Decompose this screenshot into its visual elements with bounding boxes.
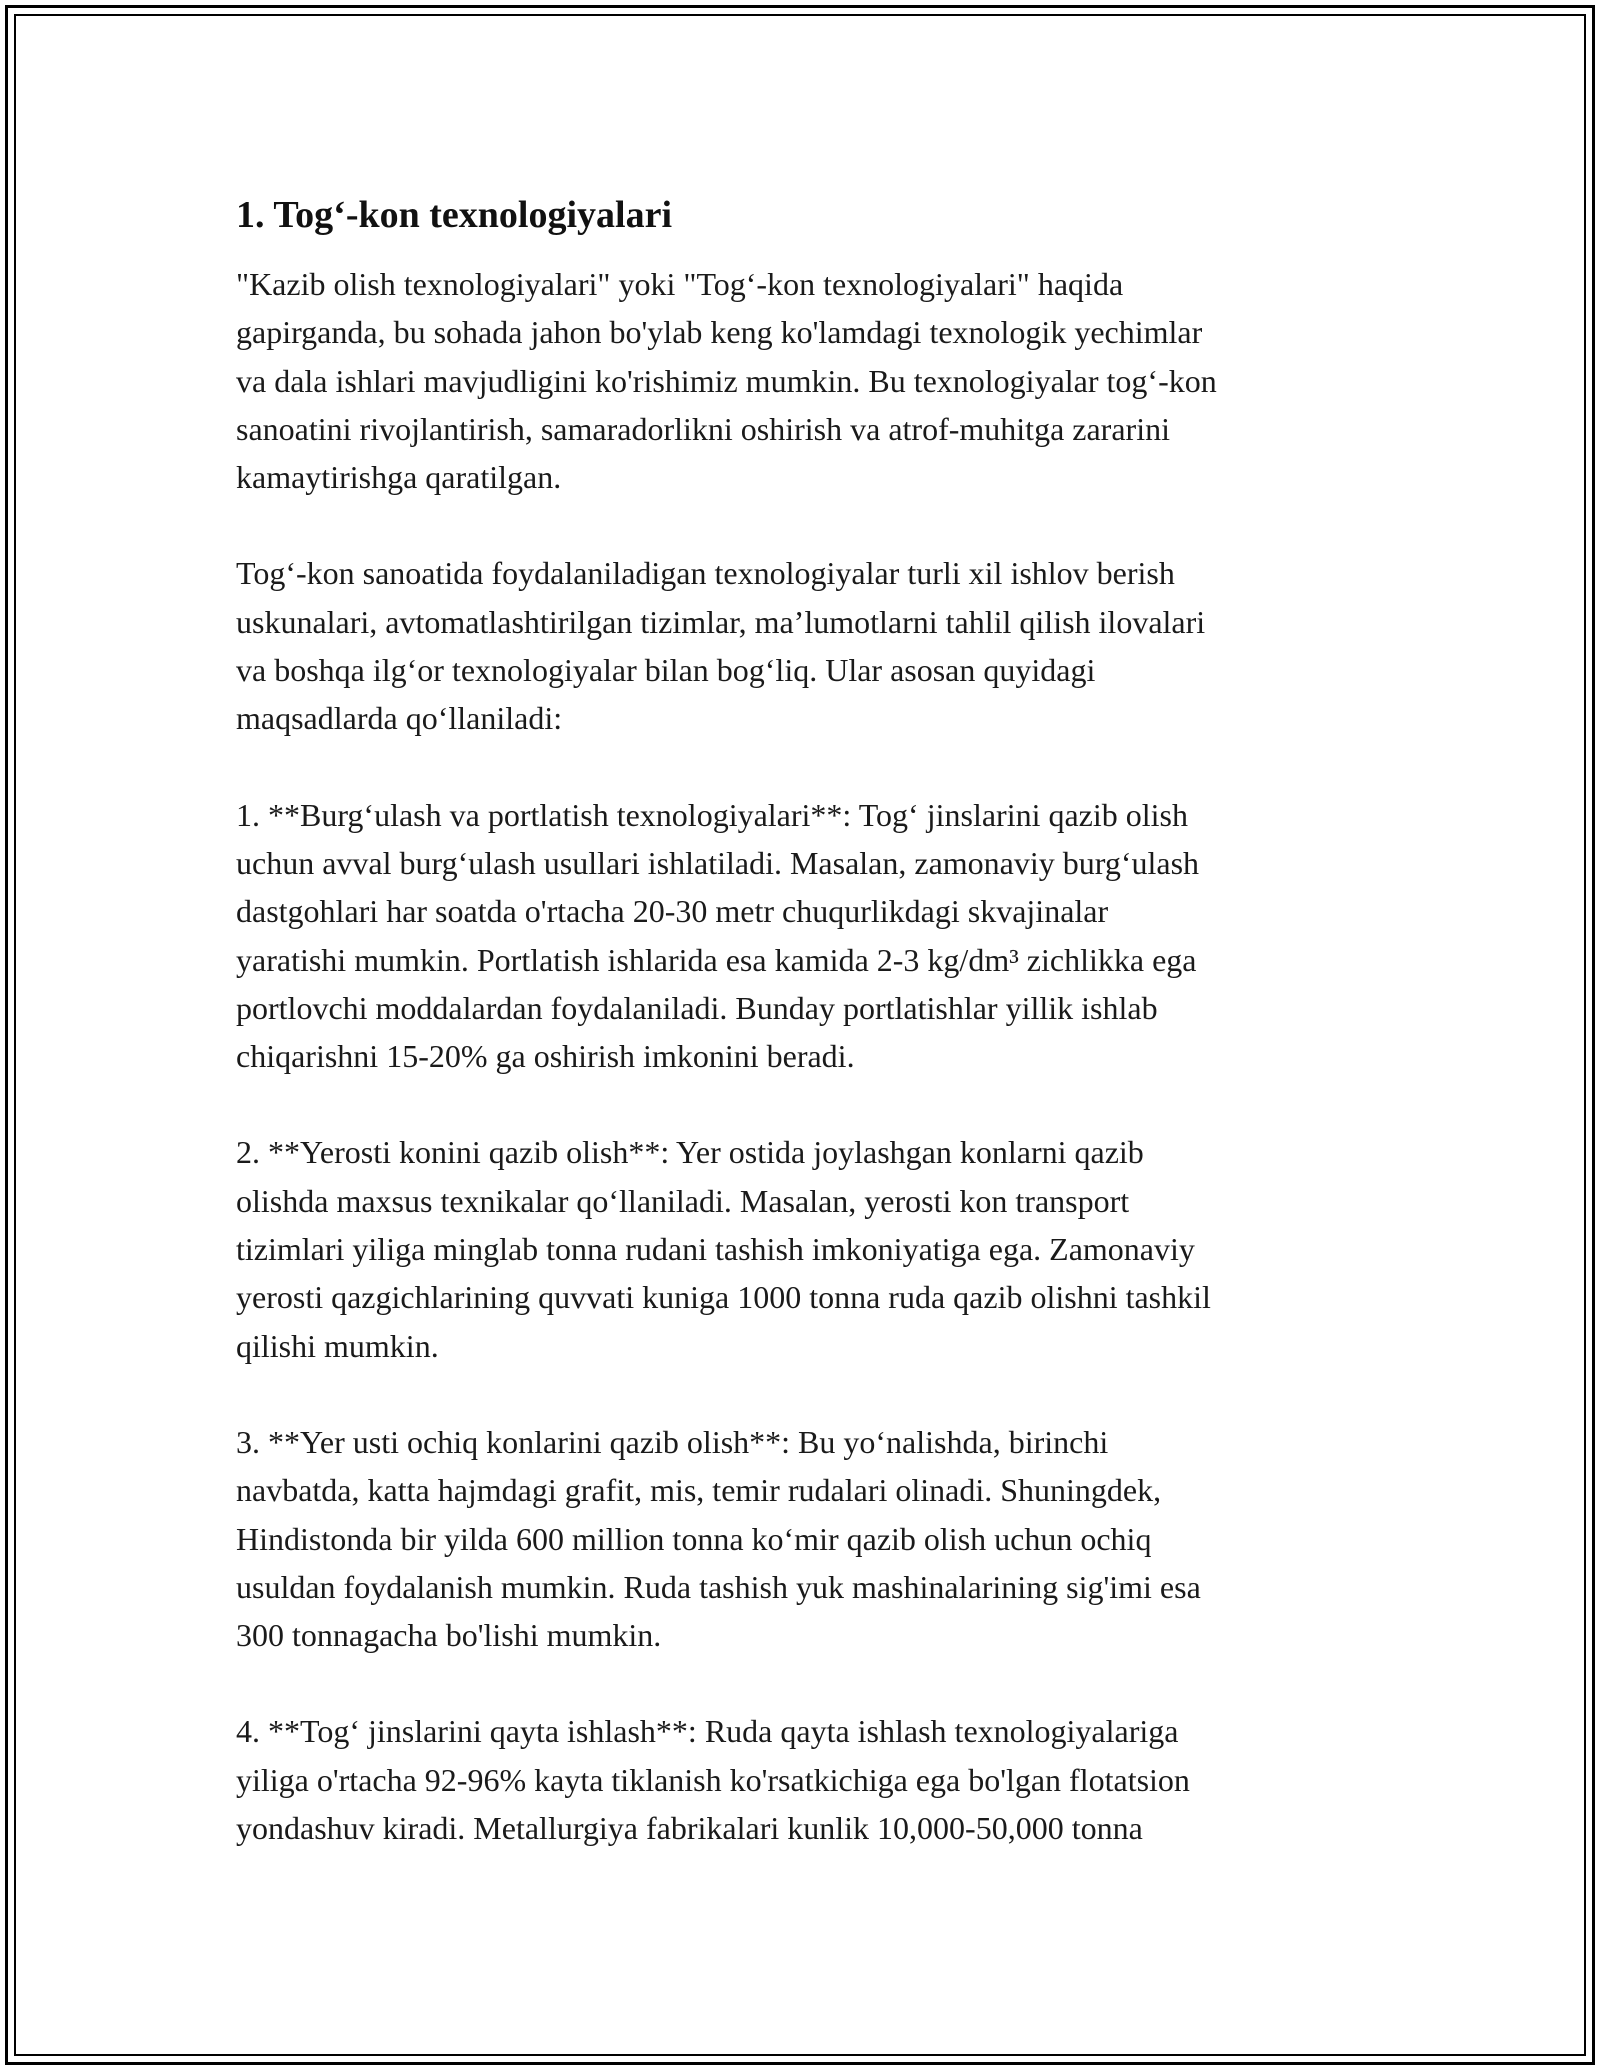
paragraph-line: 4. **Tog‘ jinslarini qayta ishlash**: Ruda qayta ishlash texnologiyalariga [236,1713,1179,1750]
paragraph [236,1128,1386,1369]
paragraph-line: maqsadlarda qo‘llaniladi: [236,700,563,737]
paragraph-line: portlovchi moddalardan foydalaniladi. Bunday portlatishlar yillik ishlab [236,989,1158,1026]
paragraph-line: uskunalari, avtomatlashtirilgan tizimlar, ma’lumotlarni tahlil qilish ilovalari [236,603,1206,640]
paragraph-line: 2. **Yerosti konini qazib olish**: Yer ostida joylashgan konlarni qazib [236,1134,1144,1171]
paragraph-line: gapirganda, bu sohada jahon bo'ylab keng ko'lamdagi texnologik yechimlar [236,314,1203,351]
document-title: 1. Tog‘-kon texnologiyalari [236,194,672,236]
paragraph-list [236,260,1386,1852]
paragraph-line: Tog‘-kon sanoatida foydalaniladigan texnologiyalar turli xil ishlov berish [236,555,1175,592]
paragraph [236,791,1386,1081]
paragraph-line: Hindistonda bir yilda 600 million tonna ko‘mir qazib olish uchun ochiq [236,1520,1152,1557]
paragraph-line: tizimlari yiliga minglab tonna rudani tashish imkoniyatiga ega. Zamonaviy [236,1231,1195,1268]
paragraph-line: dastgohlari har soatda o'rtacha 20-30 metr chuqurlikdagi skvajinalar [236,893,1109,930]
paragraph-line: kamaytirishga qaratilgan. [236,459,562,496]
paragraph-line: 1. **Burg‘ulash va portlatish texnologiyalari**: Tog‘ jinslarini qazib olish [236,796,1188,833]
paragraph-line: va dala ishlari mavjudligini ko'rishimiz mumkin. Bu texnologiyalar tog‘-kon [236,362,1217,399]
paragraph-line: chiqarishni 15-20% ga oshirish imkonini beradi. [236,1038,855,1075]
paragraph-line: qilishi mumkin. [236,1327,439,1364]
document-body [236,190,1386,1900]
paragraph-line: sanoatini rivojlantirish, samaradorlikni oshirish va atrof-muhitga zararini [236,410,1170,447]
paragraph [236,1707,1386,1852]
paragraph-line: uchun avval burg‘ulash usullari ishlatiladi. Masalan, zamonaviy burg‘ulash [236,844,1200,881]
paragraph-line: va boshqa ilg‘or texnologiyalar bilan bog‘liq. Ular asosan quyidagi [236,652,1096,689]
paragraph-line: 300 tonnagacha bo'lishi mumkin. [236,1617,662,1654]
paragraph-line: yondashuv kiradi. Metallurgiya fabrikalari kunlik 10,000-50,000 tonna [236,1810,1143,1847]
paragraph [236,549,1386,742]
paragraph-line: 3. **Yer usti ochiq konlarini qazib olish**: Bu yo‘nalishda, birinchi [236,1423,1109,1460]
paragraph-line: yerosti qazgichlarining quvvati kuniga 1000 tonna ruda qazib olishni tashkil [236,1279,1211,1316]
paragraph-line: olishda maxsus texnikalar qo‘llaniladi. Masalan, yerosti kon transport [236,1182,1130,1219]
paragraph [236,260,1386,501]
paragraph-line: usuldan foydalanish mumkin. Ruda tashish yuk mashinalarining sig'imi esa [236,1568,1201,1605]
paragraph-line: yaratishi mumkin. Portlatish ishlarida esa kamida 2-3 kg/dm³ zichlikka ega [236,941,1197,978]
paragraph [236,1418,1386,1659]
paragraph-line: yiliga o'rtacha 92-96% kayta tiklanish ko'rsatkichiga ega bo'lgan flotatsion [236,1761,1190,1798]
paragraph-line: "Kazib olish texnologiyalari" yoki "Tog‘-kon texnologiyalari" haqida [236,266,1124,302]
paragraph-line: navbatda, katta hajmdagi grafit, mis, temir rudalari olinadi. Shuningdek, [236,1472,1162,1509]
